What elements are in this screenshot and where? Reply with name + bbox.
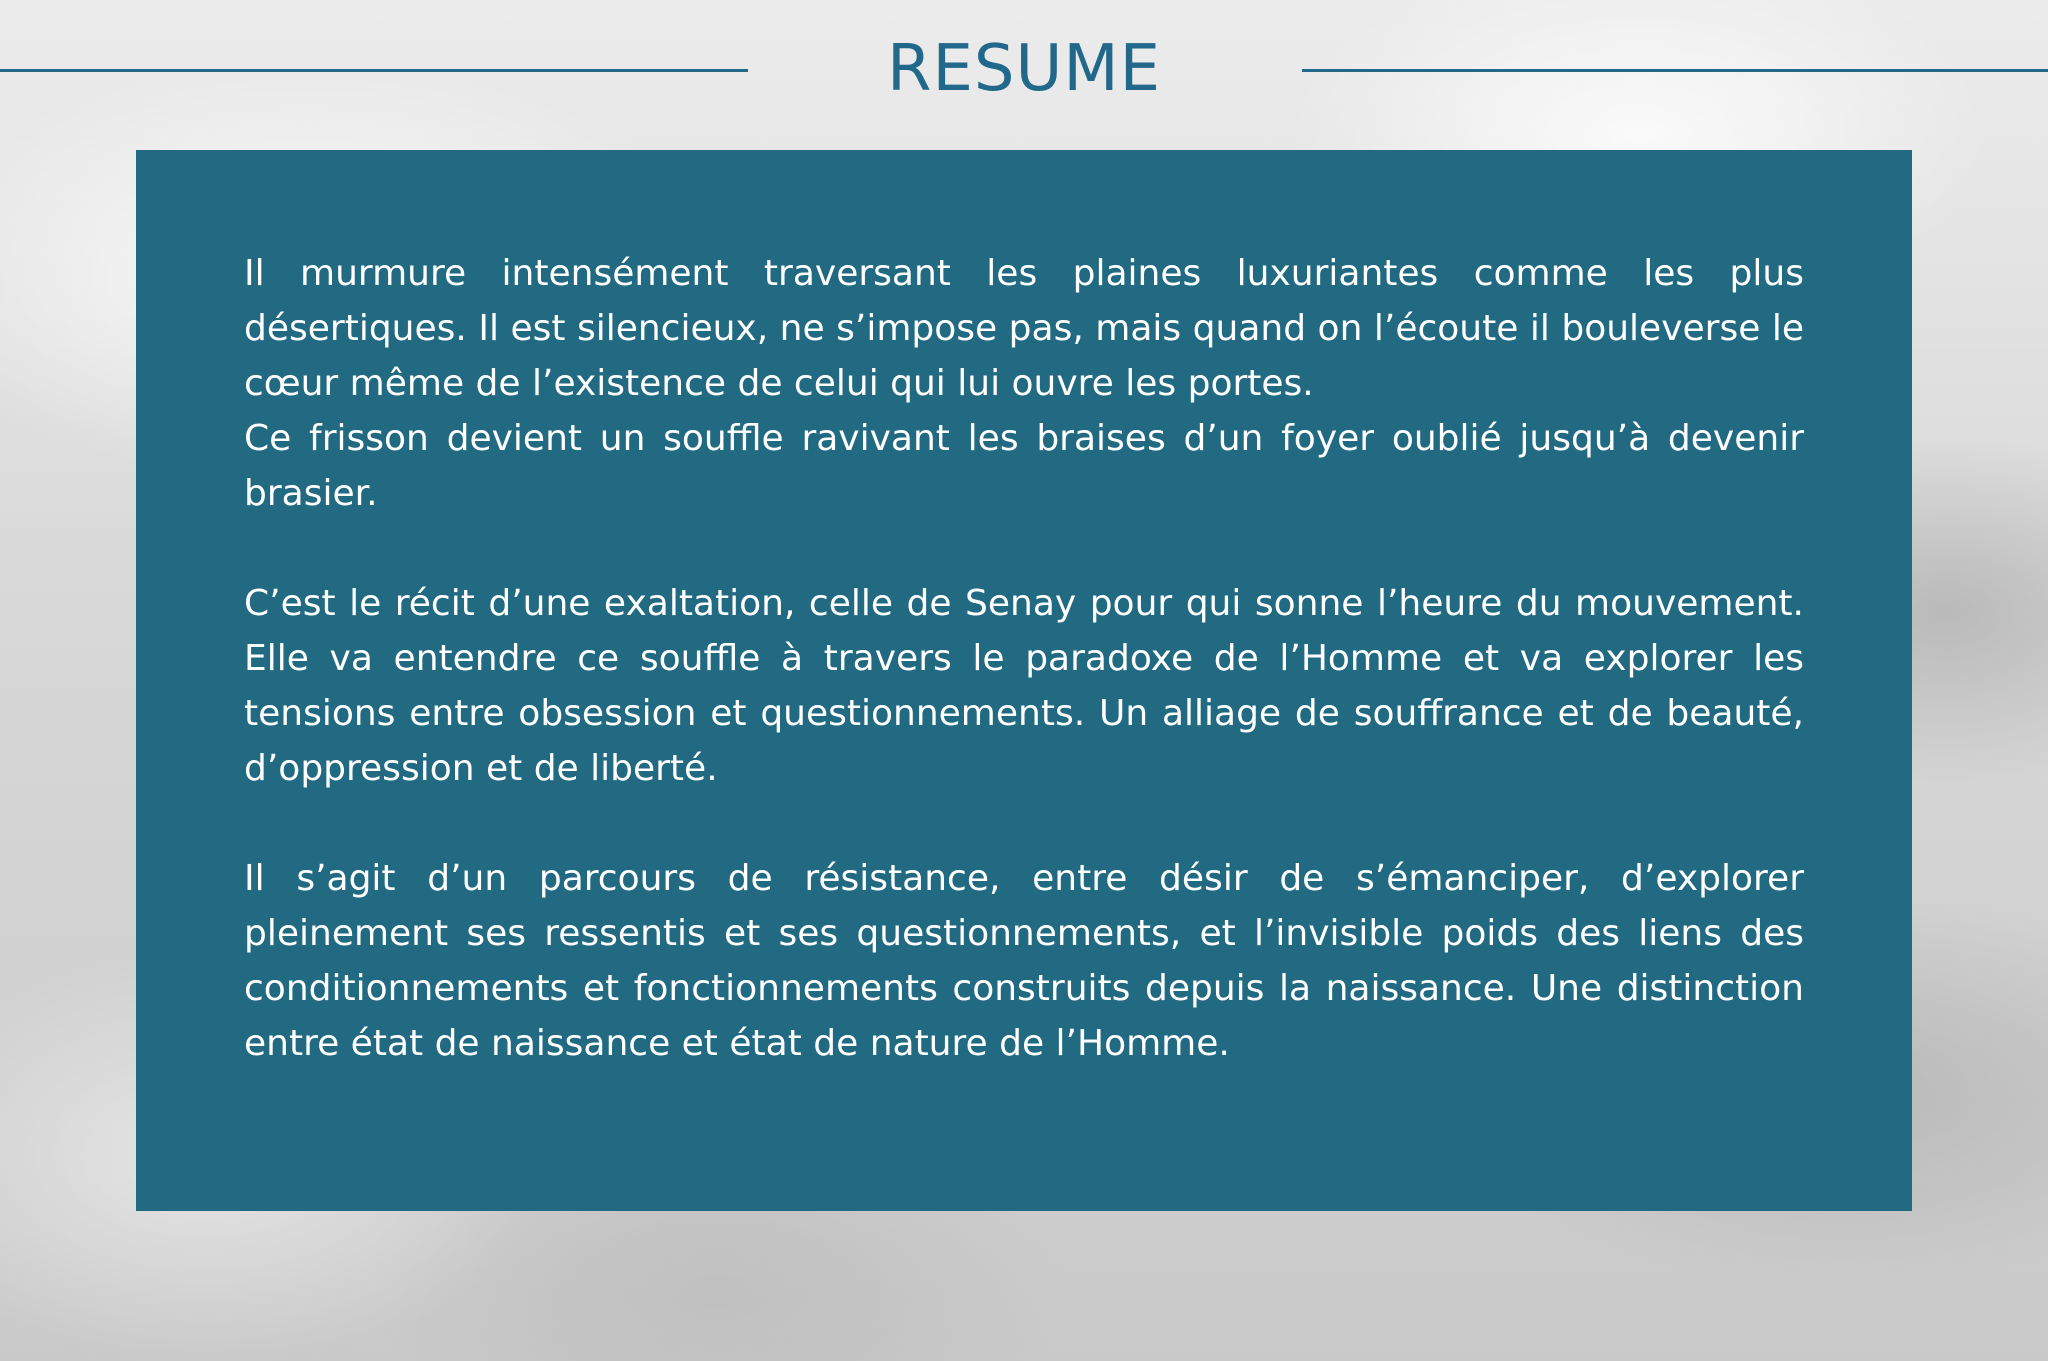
summary-paragraph-2: Ce frisson devient un souffle ravivant les braises d’un foyer oublié jusqu’à devenir brasier. bbox=[244, 418, 1804, 514]
summary-paragraph-4: Il s’agit d’un parcours de résistance, entre désir de s’émanciper, d’explorer pleinement ses ressentis et ses questionnements, et l’invisible poids des liens des conditionnements et fonctionnements construits depuis la naissance. Une distinction entre état de naissance et état de nature de l’Homme. bbox=[244, 858, 1804, 1064]
summary-paragraph-1: Il murmure intensément traversant les plaines luxuriantes comme les plus désertiques. Il est silencieux, ne s’impose pas, mais quand on l’écoute il bouleverse le cœur même de l’existence de celui qui lui ouvre les portes. bbox=[244, 253, 1804, 404]
paragraph-spacer bbox=[244, 796, 1804, 851]
summary-paragraph-3: C’est le récit d’une exaltation, celle de Senay pour qui sonne l’heure du mouvement. Elle va entendre ce souffle à travers le paradoxe de l’Homme et va explorer les tensions entre obsession et questionnements. Un alliage de souffrance et de beauté, d’oppression et de liberté. bbox=[244, 583, 1804, 789]
page-title: RESUME bbox=[886, 32, 1162, 106]
title-rule-right bbox=[1302, 69, 2048, 72]
summary-panel bbox=[136, 150, 1912, 1211]
paragraph-spacer bbox=[244, 521, 1804, 576]
